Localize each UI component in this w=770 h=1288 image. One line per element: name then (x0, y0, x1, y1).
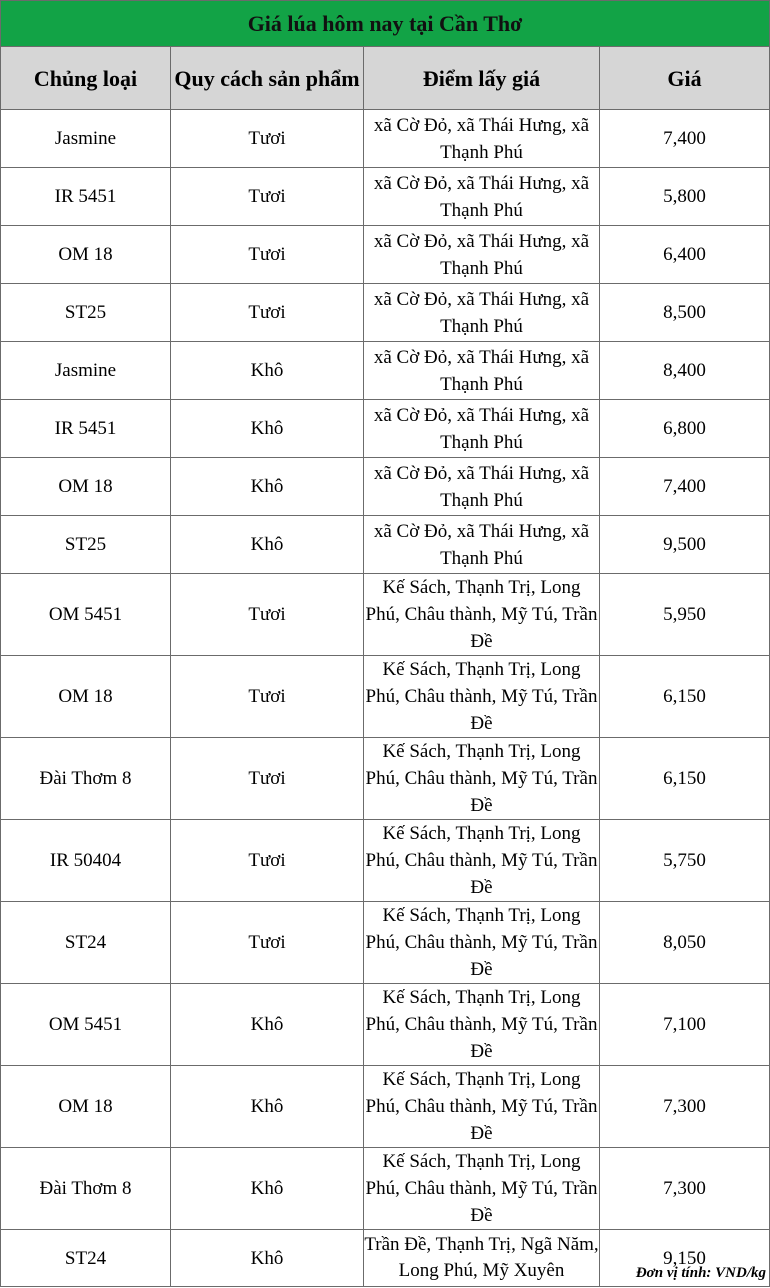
cell-variety: OM 18 (1, 1066, 171, 1148)
location-clip-box (364, 1231, 599, 1285)
cell-location: xã Cờ Đỏ, xã Thái Hưng, xã Thạnh Phú (364, 400, 600, 458)
table-row (1, 400, 770, 458)
table-row (1, 458, 770, 516)
cell-spec: Tươi (171, 574, 364, 656)
cell-location: xã Cờ Đỏ, xã Thái Hưng, xã Thạnh Phú (364, 110, 600, 168)
table-row (1, 168, 770, 226)
cell-price: 7,300 (600, 1148, 770, 1230)
cell-price: 8,500 (600, 284, 770, 342)
table-row (1, 516, 770, 574)
cell-variety: Đài Thơm 8 (1, 1148, 171, 1230)
cell-price: 6,400 (600, 226, 770, 284)
cell-location: xã Cờ Đỏ, xã Thái Hưng, xã Thạnh Phú (364, 516, 600, 574)
cell-spec: Khô (171, 984, 364, 1066)
header-location: Điểm lấy giá (364, 47, 600, 110)
cell-price: 5,950 (600, 574, 770, 656)
cell-price: 9,150 (600, 1230, 770, 1287)
table-row (1, 574, 770, 656)
cell-price: 6,800 (600, 400, 770, 458)
cell-price: 9,500 (600, 516, 770, 574)
cell-location: Kế Sách, Thạnh Trị, Long Phú, Châu thành, Mỹ Tú, Trần Đề (364, 1066, 600, 1148)
cell-variety: OM 18 (1, 458, 171, 516)
header-variety: Chủng loại (1, 47, 171, 110)
table-row (1, 656, 770, 738)
cell-location: xã Cờ Đỏ, xã Thái Hưng, xã Thạnh Phú (364, 168, 600, 226)
cell-variety: IR 50404 (1, 820, 171, 902)
cell-price: 6,150 (600, 656, 770, 738)
table-row (1, 738, 770, 820)
cell-price: 7,400 (600, 458, 770, 516)
cell-spec: Tươi (171, 284, 364, 342)
cell-location: xã Cờ Đỏ, xã Thái Hưng, xã Thạnh Phú (364, 284, 600, 342)
cell-price: 6,150 (600, 738, 770, 820)
cell-location: Kế Sách, Thạnh Trị, Long Phú, Châu thành, Mỹ Tú, Trần Đề (364, 984, 600, 1066)
table-row (1, 226, 770, 284)
table-row (1, 1066, 770, 1148)
cell-location: xã Cờ Đỏ, xã Thái Hưng, xã Thạnh Phú (364, 226, 600, 284)
cell-spec: Tươi (171, 656, 364, 738)
cell-variety: ST25 (1, 516, 171, 574)
cell-variety: OM 5451 (1, 984, 171, 1066)
cell-location: xã Cờ Đỏ, xã Thái Hưng, xã Thạnh Phú (364, 458, 600, 516)
cell-price: 7,400 (600, 110, 770, 168)
table-row (1, 902, 770, 984)
cell-price: 8,400 (600, 342, 770, 400)
header-row (1, 47, 770, 110)
cell-location: Kế Sách, Thạnh Trị, Long Phú, Châu thành, Mỹ Tú, Trần Đề (364, 1148, 600, 1230)
table-row (1, 110, 770, 168)
cell-variety: ST25 (1, 284, 171, 342)
cell-location: xã Cờ Đỏ, xã Thái Hưng, xã Thạnh Phú (364, 342, 600, 400)
cell-variety: OM 18 (1, 656, 171, 738)
cell-spec: Khô (171, 458, 364, 516)
cell-location: Kế Sách, Thạnh Trị, Long Phú, Châu thành, Mỹ Tú, Trần Đề (364, 820, 600, 902)
table-row (1, 984, 770, 1066)
cell-spec: Khô (171, 1066, 364, 1148)
cell-spec: Tươi (171, 110, 364, 168)
cell-spec: Tươi (171, 168, 364, 226)
cell-spec: Tươi (171, 226, 364, 284)
cell-price: 7,300 (600, 1066, 770, 1148)
cell-variety: Jasmine (1, 110, 171, 168)
cell-variety: Jasmine (1, 342, 171, 400)
cell-price: 5,800 (600, 168, 770, 226)
cell-spec: Khô (171, 342, 364, 400)
table-row (1, 820, 770, 902)
cell-variety: IR 5451 (1, 168, 171, 226)
cell-variety: OM 5451 (1, 574, 171, 656)
cell-spec: Tươi (171, 820, 364, 902)
cell-location: Trần Đề, Thạnh Trị, Ngã Năm, Long Phú, Mỹ Xuyên (364, 1234, 599, 1281)
table-title: Giá lúa hôm nay tại Cần Thơ (1, 1, 770, 47)
table-row (1, 1148, 770, 1230)
table-title-row (1, 1, 770, 47)
table-row (1, 342, 770, 400)
cell-price: 7,100 (600, 984, 770, 1066)
cell-location: Kế Sách, Thạnh Trị, Long Phú, Châu thành, Mỹ Tú, Trần Đề (364, 738, 600, 820)
cell-location: Kế Sách, Thạnh Trị, Long Phú, Châu thành, Mỹ Tú, Trần Đề (364, 656, 600, 738)
cell-variety: ST24 (1, 1230, 171, 1287)
cell-spec: Khô (171, 1148, 364, 1230)
unit-note: Đơn vị tính: VND/kg (635, 1265, 766, 1281)
cell-spec: Khô (171, 1230, 364, 1287)
cell-price: 5,750 (600, 820, 770, 902)
cell-spec: Tươi (171, 902, 364, 984)
cell-spec: Khô (171, 400, 364, 458)
header-price: Giá (600, 47, 770, 110)
cell-location-clipped (364, 1230, 600, 1287)
cell-location: Kế Sách, Thạnh Trị, Long Phú, Châu thành, Mỹ Tú, Trần Đề (364, 574, 600, 656)
cell-variety: Đài Thơm 8 (1, 738, 171, 820)
table-row (1, 284, 770, 342)
cell-variety: ST24 (1, 902, 171, 984)
cell-price: 8,050 (600, 902, 770, 984)
cell-variety: IR 5451 (1, 400, 171, 458)
cell-spec: Khô (171, 516, 364, 574)
table-body (1, 110, 770, 1287)
cell-location: Kế Sách, Thạnh Trị, Long Phú, Châu thành, Mỹ Tú, Trần Đề (364, 902, 600, 984)
cell-variety: OM 18 (1, 226, 171, 284)
header-spec: Quy cách sản phẩm (171, 47, 364, 110)
cell-spec: Tươi (171, 738, 364, 820)
